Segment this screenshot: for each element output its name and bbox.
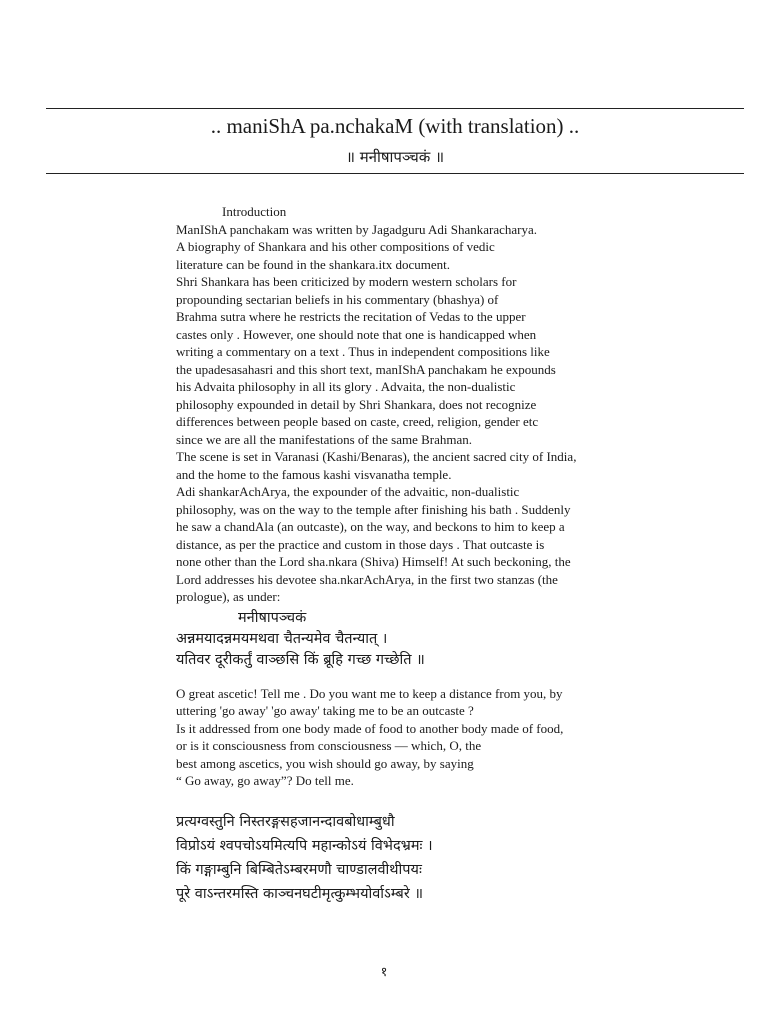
translation-line: “ Go away, go away”? Do tell me. [176,773,354,788]
translation-line: O great ascetic! Tell me . Do you want me to keep a distance from you, by [176,685,563,701]
verse-1 [176,608,666,671]
document-subtitle: ॥ मनीषापञ्चकं ॥ [345,148,445,166]
translation-text [176,685,666,790]
top-rule [46,108,744,109]
verse-2 [176,810,666,906]
intro-line: differences between people based on caste, creed, religion, gender etc [176,414,539,429]
intro-line: none other than the Lord sha.nkara (Shiva) Himself! At such beckoning, the [176,554,571,569]
intro-line: his Advaita philosophy in all its glory . Advaita, the non-dualistic [176,379,516,394]
intro-line: literature can be found in the shankara.itx document. [176,256,450,272]
intro-line: A biography of Shankara and his other compositions of vedic [176,239,495,254]
verse-line: पूरे वाऽन्तरमस्ति काञ्चनघटीमृत्कुम्भयोर्वाऽम्बरे ॥ [176,885,424,902]
intro-line: Shri Shankara has been criticized by modern western scholars for [176,274,517,289]
intro-line: the upadesasahasri and this short text, manIShA panchakam he expounds [176,361,556,377]
intro-line: Brahma sutra where he restricts the recitation of Vedas to the upper [176,309,526,324]
page-number: १ [380,965,388,980]
intro-line: propounding sectarian beliefs in his commentary (bhashya) of [176,291,499,307]
translation-line: or is it consciousness from consciousness — which, O, the [176,738,482,753]
intro-line: Lord addresses his devotee sha.nkarAchArya, in the first two stanzas (the [176,571,558,587]
bottom-rule [46,173,744,174]
intro-line: philosophy, was on the way to the temple after finishing his bath . Suddenly [176,501,571,517]
verse-title: मनीषापञ्चकं [238,609,307,626]
document-title: .. maniShA pa.nchakaM (with translation) .. [210,114,580,138]
intro-line: The scene is set in Varanasi (Kashi/Benaras), the ancient sacred city of India, [176,449,577,464]
verse-line: अन्नमयादन्नमयमथवा चैतन्यमेव चैतन्यात् । [176,630,388,647]
intro-line: he saw a chandAla (an outcaste), on the way, and beckons to him to keep a [176,519,565,534]
intro-line: prologue), as under: [176,589,281,604]
verse-line: विप्रोऽयं श्वपचोऽयमित्यपि महान्कोऽयं विभेदभ्रमः । [176,837,433,854]
introduction-text [176,221,666,606]
intro-line: writing a commentary on a text . Thus in independent compositions like [176,344,550,359]
intro-line: ManIShA panchakam was written by Jagadguru Adi Shankaracharya. [176,221,538,237]
verse-line: प्रत्यग्वस्तुनि निस्तरङ्गसहजानन्दावबोधाम्बुधौ [176,813,395,830]
intro-line: castes only . However, one should note that one is handicapped when [176,326,537,342]
translation-line: Is it addressed from one body made of food to another body made of food, [176,720,564,736]
intro-line: Adi shankarAchArya, the expounder of the advaitic, non-dualistic [176,484,520,499]
verse-line: यतिवर दूरीकर्तुं वाञ्छसि किं ब्रूहि गच्छ गच्छेति ॥ [176,651,425,668]
introduction-heading: Introduction [222,204,287,219]
intro-line: philosophy expounded in detail by Shri Shankara, does not recognize [176,396,537,412]
translation-line: uttering 'go away' 'go away' taking me to be an outcaste ? [176,703,474,718]
intro-line: since we are all the manifestations of the same Brahman. [176,431,473,447]
content-body [176,203,666,906]
intro-line: distance, as per the practice and custom in those days . That outcaste is [176,536,545,552]
intro-line: and the home to the famous kashi visvanatha temple. [176,466,452,482]
verse-line: किं गङ्गाम्बुनि बिम्बितेऽम्बरमणौ चाण्डालवीथीपयः [176,861,422,878]
translation-line: best among ascetics, you wish should go away, by saying [176,755,474,771]
